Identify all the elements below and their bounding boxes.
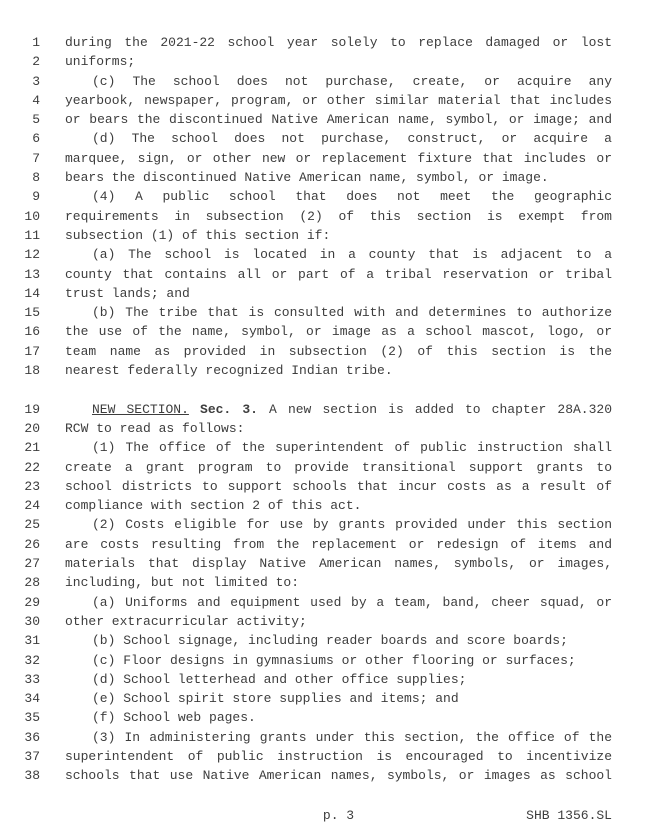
line-number: 17: [24, 343, 40, 359]
document-line: [0, 535, 648, 554]
plain-text: superintendent of public instruction is encouraged to incentivize: [65, 748, 612, 764]
line-text: [65, 496, 612, 515]
line-number: 16: [24, 324, 40, 340]
line-number: 5: [32, 112, 40, 128]
plain-text: schools that use Native American names, symbols, or images as school: [65, 768, 612, 784]
document-line: [0, 361, 648, 380]
document-line: [0, 400, 648, 419]
document-line: [0, 110, 648, 129]
line-number: 37: [24, 748, 40, 764]
blank-line: [0, 380, 648, 399]
line-text: [65, 91, 612, 110]
line-number: 2: [32, 54, 40, 70]
line-number: 34: [24, 691, 40, 707]
document-line: [0, 149, 648, 168]
line-text: [65, 400, 612, 419]
document-line: [0, 33, 648, 52]
line-text: [65, 747, 612, 766]
line-text: [65, 361, 612, 380]
document-line: [0, 477, 648, 496]
document-line: [0, 284, 648, 303]
plain-text: (d) The school does not purchase, construct, or acquire a: [92, 131, 612, 147]
line-text: [65, 477, 612, 496]
line-number: 19: [24, 401, 40, 417]
line-text: [65, 438, 612, 457]
plain-text: (c) The school does not purchase, create, or acquire any: [92, 73, 612, 89]
document-line: [0, 226, 648, 245]
line-text: [65, 670, 612, 689]
line-text: [65, 129, 612, 148]
line-text: [65, 535, 612, 554]
document-line: [0, 129, 648, 148]
line-number: 29: [24, 594, 40, 610]
plain-text: (3) In administering grants under this section, the office of the: [92, 729, 612, 745]
line-text: [65, 593, 612, 612]
document-line: [0, 554, 648, 573]
plain-text: (4) A public school that does not meet the geographic: [92, 189, 612, 205]
bold-text: Sec. 3.: [200, 401, 258, 417]
line-text: [65, 168, 612, 187]
plain-text: (a) The school is located in a county that is adjacent to a: [92, 247, 612, 263]
line-number: 38: [24, 768, 40, 784]
line-text: [65, 207, 612, 226]
line-number: 31: [24, 633, 40, 649]
plain-text: RCW to read as follows:: [65, 420, 245, 436]
line-number: 3: [32, 73, 40, 89]
document-line: [0, 265, 648, 284]
line-number: 36: [24, 729, 40, 745]
plain-text: (2) Costs eligible for use by grants provided under this section: [92, 517, 612, 533]
line-number: 32: [24, 652, 40, 668]
plain-text: or bears the discontinued Native American name, symbol, or image; and: [65, 112, 612, 128]
line-text: [65, 515, 612, 534]
line-text: [65, 303, 612, 322]
document-line: [0, 496, 648, 515]
line-text: [65, 149, 612, 168]
line-number: 9: [32, 189, 40, 205]
plain-text: during the 2021-22 school year solely to replace damaged or lost: [65, 35, 612, 50]
line-text: [65, 245, 612, 264]
line-number: 15: [24, 305, 40, 321]
document-line: [0, 52, 648, 71]
plain-text: create a grant program to provide transitional support grants to: [65, 459, 612, 475]
document-line: [0, 631, 648, 650]
plain-text: (b) The tribe that is consulted with and determines to authorize: [92, 305, 612, 321]
plain-text: uniforms;: [65, 54, 136, 70]
line-number: 25: [24, 517, 40, 533]
plain-text: requirements in subsection (2) of this section is exempt from: [65, 208, 612, 224]
document-line: [0, 72, 648, 91]
line-number: 1: [32, 35, 40, 50]
plain-text: county that contains all or part of a tribal reservation or tribal: [65, 266, 612, 282]
plain-text: including, but not limited to:: [65, 575, 300, 591]
plain-text: compliance with section 2 of this act.: [65, 498, 362, 514]
plain-text: (e) School spirit store supplies and items; and: [92, 691, 459, 707]
line-text: [65, 52, 612, 71]
line-text: [65, 612, 612, 631]
plain-text: (f) School web pages.: [92, 710, 256, 726]
line-text: [65, 187, 612, 206]
plain-text: (1) The office of the superintendent of public instruction shall: [92, 440, 612, 456]
line-number: 11: [24, 227, 40, 243]
line-number: 18: [24, 363, 40, 379]
line-text: [65, 226, 612, 245]
line-text: [65, 265, 612, 284]
line-number: 27: [24, 556, 40, 572]
footer-page-number: p. 3: [322, 808, 355, 823]
line-number: 28: [24, 575, 40, 591]
line-text: [65, 651, 612, 670]
plain-text: (d) School letterhead and other office supplies;: [92, 671, 467, 687]
document-line: [0, 708, 648, 727]
document-line: [0, 419, 648, 438]
line-number: 13: [24, 266, 40, 282]
line-number: 30: [24, 613, 40, 629]
plain-text: A new section is added to chapter 28A.320: [257, 401, 612, 417]
line-number: 12: [24, 247, 40, 263]
line-number: 7: [32, 150, 40, 166]
line-text: [65, 708, 612, 727]
line-number: 8: [32, 170, 40, 186]
line-container: [0, 33, 648, 786]
line-text: [65, 33, 612, 52]
document-line: [0, 438, 648, 457]
line-number: 22: [24, 459, 40, 475]
line-text: [65, 284, 612, 303]
document-line: [0, 728, 648, 747]
footer: [65, 806, 612, 825]
document-line: [0, 303, 648, 322]
document-line: [0, 342, 648, 361]
line-text: [65, 689, 612, 708]
plain-text: (a) Uniforms and equipment used by a team, band, cheer squad, or: [92, 594, 612, 610]
document-line: [0, 207, 648, 226]
line-text: [65, 458, 612, 477]
document-line: [0, 573, 648, 592]
line-number: 14: [24, 285, 40, 301]
line-number: 21: [24, 440, 40, 456]
footer-document-id: SHB 1356.SL: [526, 808, 612, 823]
plain-text: other extracurricular activity;: [65, 613, 307, 629]
document-line: [0, 689, 648, 708]
plain-text: are costs resulting from the replacement or redesign of items and: [65, 536, 612, 552]
line-number: 24: [24, 498, 40, 514]
plain-text: (c) Floor designs in gymnasiums or other flooring or surfaces;: [92, 652, 576, 668]
underlined-text: NEW SECTION.: [92, 401, 189, 417]
plain-text: trust lands; and: [65, 285, 190, 301]
line-text: [65, 419, 612, 438]
document-line: [0, 766, 648, 785]
line-text: [65, 573, 612, 592]
plain-text: school districts to support schools that incur costs as a result of: [65, 478, 612, 494]
plain-text: subsection (1) of this section if:: [65, 227, 331, 243]
line-number: 26: [24, 536, 40, 552]
line-text: [65, 554, 612, 573]
plain-text: materials that display Native American names, symbols, or images,: [65, 556, 612, 572]
plain-text: the use of the name, symbol, or image as a school mascot, logo, or: [65, 324, 612, 340]
document-line: [0, 91, 648, 110]
line-number: 23: [24, 478, 40, 494]
document-line: [0, 670, 648, 689]
line-number: 20: [24, 420, 40, 436]
line-number: 4: [32, 92, 40, 108]
line-text: [65, 631, 612, 650]
line-text: [65, 766, 612, 785]
plain-text: marquee, sign, or other new or replacement fixture that includes or: [65, 150, 612, 166]
line-text: [65, 342, 612, 361]
plain-text: [189, 402, 200, 417]
document-line: [0, 458, 648, 477]
plain-text: (b) School signage, including reader boards and score boards;: [92, 633, 568, 649]
document-line: [0, 322, 648, 341]
document-line: [0, 612, 648, 631]
line-text: [65, 728, 612, 747]
document-line: [0, 245, 648, 264]
document-line: [0, 515, 648, 534]
document-line: [0, 593, 648, 612]
document-line: [0, 651, 648, 670]
line-text: [65, 322, 612, 341]
line-number: 10: [24, 208, 40, 224]
plain-text: yearbook, newspaper, program, or other similar material that includes: [65, 92, 612, 108]
plain-text: nearest federally recognized Indian tribe.: [65, 363, 393, 379]
plain-text: bears the discontinued Native American name, symbol, or image.: [65, 170, 549, 186]
document-line: [0, 168, 648, 187]
line-number: 33: [24, 671, 40, 687]
line-number: 35: [24, 710, 40, 726]
document-line: [0, 187, 648, 206]
line-text: [65, 72, 612, 91]
line-text: [65, 110, 612, 129]
document-line: [0, 747, 648, 766]
line-number: 6: [32, 131, 40, 147]
plain-text: team name as provided in subsection (2) of this section is the: [65, 343, 612, 359]
